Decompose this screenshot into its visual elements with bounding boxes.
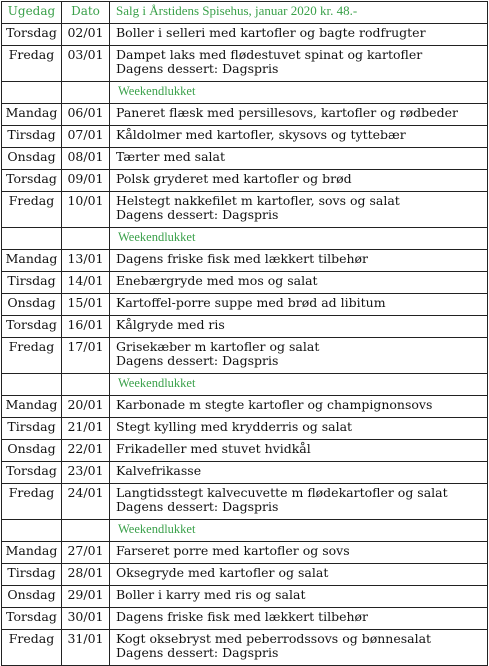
row-date: 15/01 (62, 294, 110, 316)
row-menu (110, 484, 488, 520)
row-menu (110, 418, 488, 440)
header-date: Dato (62, 2, 110, 24)
row-menu (110, 462, 488, 484)
menu-dish: Paneret flæsk med persillesovs, kartofler og rødbeder (116, 105, 458, 120)
table-row (2, 294, 488, 316)
row-day: Mandag (2, 396, 62, 418)
row-date: 22/01 (62, 440, 110, 462)
row-date: 29/01 (62, 586, 110, 608)
row-date: 17/01 (62, 338, 110, 374)
menu-dessert: Dagens dessert: Dagspris (116, 207, 279, 222)
row-date: 03/01 (62, 46, 110, 82)
menu-dish: Polsk gryderet med kartofler og brød (116, 171, 352, 186)
table-row (2, 126, 488, 148)
row-day: Torsdag (2, 462, 62, 484)
menu-dessert: Dagens dessert: Dagspris (116, 353, 279, 368)
menu-dish: Karbonade m stegte kartofler og champignonsovs (116, 397, 433, 412)
menu-dish: Helstegt nakkefilet m kartofler, sovs og salat (116, 193, 400, 208)
row-date: 06/01 (62, 104, 110, 126)
table-row (2, 148, 488, 170)
row-menu (110, 192, 488, 228)
row-day: Torsdag (2, 170, 62, 192)
row-day: Onsdag (2, 586, 62, 608)
menu-dish: Oksegryde med kartofler og salat (116, 565, 329, 580)
row-date: 13/01 (62, 250, 110, 272)
row-menu (110, 564, 488, 586)
weekend-row (2, 228, 488, 250)
header-title: Salg i Årstidens Spisehus, januar 2020 kr. 48.- (110, 2, 488, 24)
row-day: Tirsdag (2, 126, 62, 148)
weekend-row (2, 82, 488, 104)
row-date: 20/01 (62, 396, 110, 418)
menu-dish: Enebærgryde med mos og salat (116, 273, 318, 288)
table-row (2, 104, 488, 126)
menu-dish: Boller i selleri med kartofler og bagte rodfrugter (116, 25, 426, 40)
row-day: Fredag (2, 46, 62, 82)
menu-dish: Dampet laks med flødestuvet spinat og kartofler (116, 47, 423, 62)
weekend-row (2, 374, 488, 396)
menu-document (1, 1, 487, 666)
weekend-empty-date (62, 374, 110, 396)
row-menu (110, 170, 488, 192)
row-menu (110, 24, 488, 46)
row-date: 27/01 (62, 542, 110, 564)
row-menu (110, 542, 488, 564)
row-menu (110, 396, 488, 418)
row-date: 21/01 (62, 418, 110, 440)
row-menu (110, 148, 488, 170)
row-day: Tirsdag (2, 564, 62, 586)
menu-dish: Langtidsstegt kalvecuvette m flødekartofler og salat (116, 485, 448, 500)
row-date: 30/01 (62, 608, 110, 630)
row-menu (110, 46, 488, 82)
header-day: Ugedag (2, 2, 62, 24)
menu-dish: Dagens friske fisk med lækkert tilbehør (116, 609, 369, 624)
weekend-empty-day (2, 228, 62, 250)
table-row (2, 250, 488, 272)
table-row (2, 24, 488, 46)
menu-dish: Frikadeller med stuvet hvidkål (116, 441, 311, 456)
row-day: Tirsdag (2, 418, 62, 440)
row-day: Torsdag (2, 316, 62, 338)
menu-dish: Farseret porre med kartofler og sovs (116, 543, 350, 558)
weekend-empty-date (62, 82, 110, 104)
row-menu (110, 316, 488, 338)
row-menu (110, 608, 488, 630)
row-menu (110, 104, 488, 126)
menu-dish: Kålgryde med ris (116, 317, 225, 332)
row-menu (110, 630, 488, 666)
row-date: 31/01 (62, 630, 110, 666)
menu-dish: Tærter med salat (116, 149, 226, 164)
row-date: 02/01 (62, 24, 110, 46)
table-header-row (2, 2, 488, 24)
table-row (2, 608, 488, 630)
row-day: Fredag (2, 338, 62, 374)
table-row (2, 630, 488, 666)
table-row (2, 396, 488, 418)
row-date: 07/01 (62, 126, 110, 148)
table-row (2, 462, 488, 484)
row-day: Fredag (2, 484, 62, 520)
menu-dessert: Dagens dessert: Dagspris (116, 499, 279, 514)
row-menu (110, 586, 488, 608)
table-row (2, 46, 488, 82)
row-menu (110, 440, 488, 462)
row-day: Fredag (2, 630, 62, 666)
row-day: Torsdag (2, 24, 62, 46)
weekend-empty-date (62, 228, 110, 250)
table-row (2, 338, 488, 374)
menu-dish: Kogt oksebryst med peberrodssovs og bønnesalat (116, 631, 432, 646)
table-row (2, 418, 488, 440)
weekend-row (2, 520, 488, 542)
menu-table (1, 1, 488, 666)
row-date: 10/01 (62, 192, 110, 228)
weekend-closed-label: Weekendlukket (110, 82, 488, 104)
row-date: 09/01 (62, 170, 110, 192)
menu-dish: Dagens friske fisk med lækkert tilbehør (116, 251, 369, 266)
weekend-closed-label: Weekendlukket (110, 228, 488, 250)
table-row (2, 542, 488, 564)
row-menu (110, 272, 488, 294)
menu-dessert: Dagens dessert: Dagspris (116, 61, 279, 76)
row-day: Mandag (2, 250, 62, 272)
weekend-empty-day (2, 520, 62, 542)
menu-dish: Stegt kylling med krydderris og salat (116, 419, 353, 434)
menu-dish: Kartoffel-porre suppe med brød ad libitum (116, 295, 386, 310)
row-day: Fredag (2, 192, 62, 228)
row-day: Onsdag (2, 294, 62, 316)
row-date: 08/01 (62, 148, 110, 170)
row-day: Onsdag (2, 148, 62, 170)
table-row (2, 440, 488, 462)
row-menu (110, 294, 488, 316)
table-row (2, 564, 488, 586)
row-date: 28/01 (62, 564, 110, 586)
menu-dish: Kåldolmer med kartofler, skysovs og tyttebær (116, 127, 406, 142)
weekend-closed-label: Weekendlukket (110, 374, 488, 396)
menu-dish: Grisekæber m kartofler og salat (116, 339, 320, 354)
table-row (2, 316, 488, 338)
row-menu (110, 126, 488, 148)
row-day: Torsdag (2, 608, 62, 630)
menu-dessert: Dagens dessert: Dagspris (116, 645, 279, 660)
weekend-empty-day (2, 82, 62, 104)
table-row (2, 170, 488, 192)
menu-dish: Boller i karry med ris og salat (116, 587, 306, 602)
row-date: 14/01 (62, 272, 110, 294)
row-menu (110, 250, 488, 272)
table-row (2, 272, 488, 294)
row-day: Onsdag (2, 440, 62, 462)
row-date: 24/01 (62, 484, 110, 520)
row-date: 16/01 (62, 316, 110, 338)
weekend-empty-date (62, 520, 110, 542)
table-row (2, 586, 488, 608)
row-day: Mandag (2, 104, 62, 126)
row-day: Mandag (2, 542, 62, 564)
table-row (2, 484, 488, 520)
weekend-closed-label: Weekendlukket (110, 520, 488, 542)
row-day: Tirsdag (2, 272, 62, 294)
menu-dish: Kalvefrikasse (116, 463, 202, 478)
weekend-empty-day (2, 374, 62, 396)
table-row (2, 192, 488, 228)
row-date: 23/01 (62, 462, 110, 484)
row-menu (110, 338, 488, 374)
